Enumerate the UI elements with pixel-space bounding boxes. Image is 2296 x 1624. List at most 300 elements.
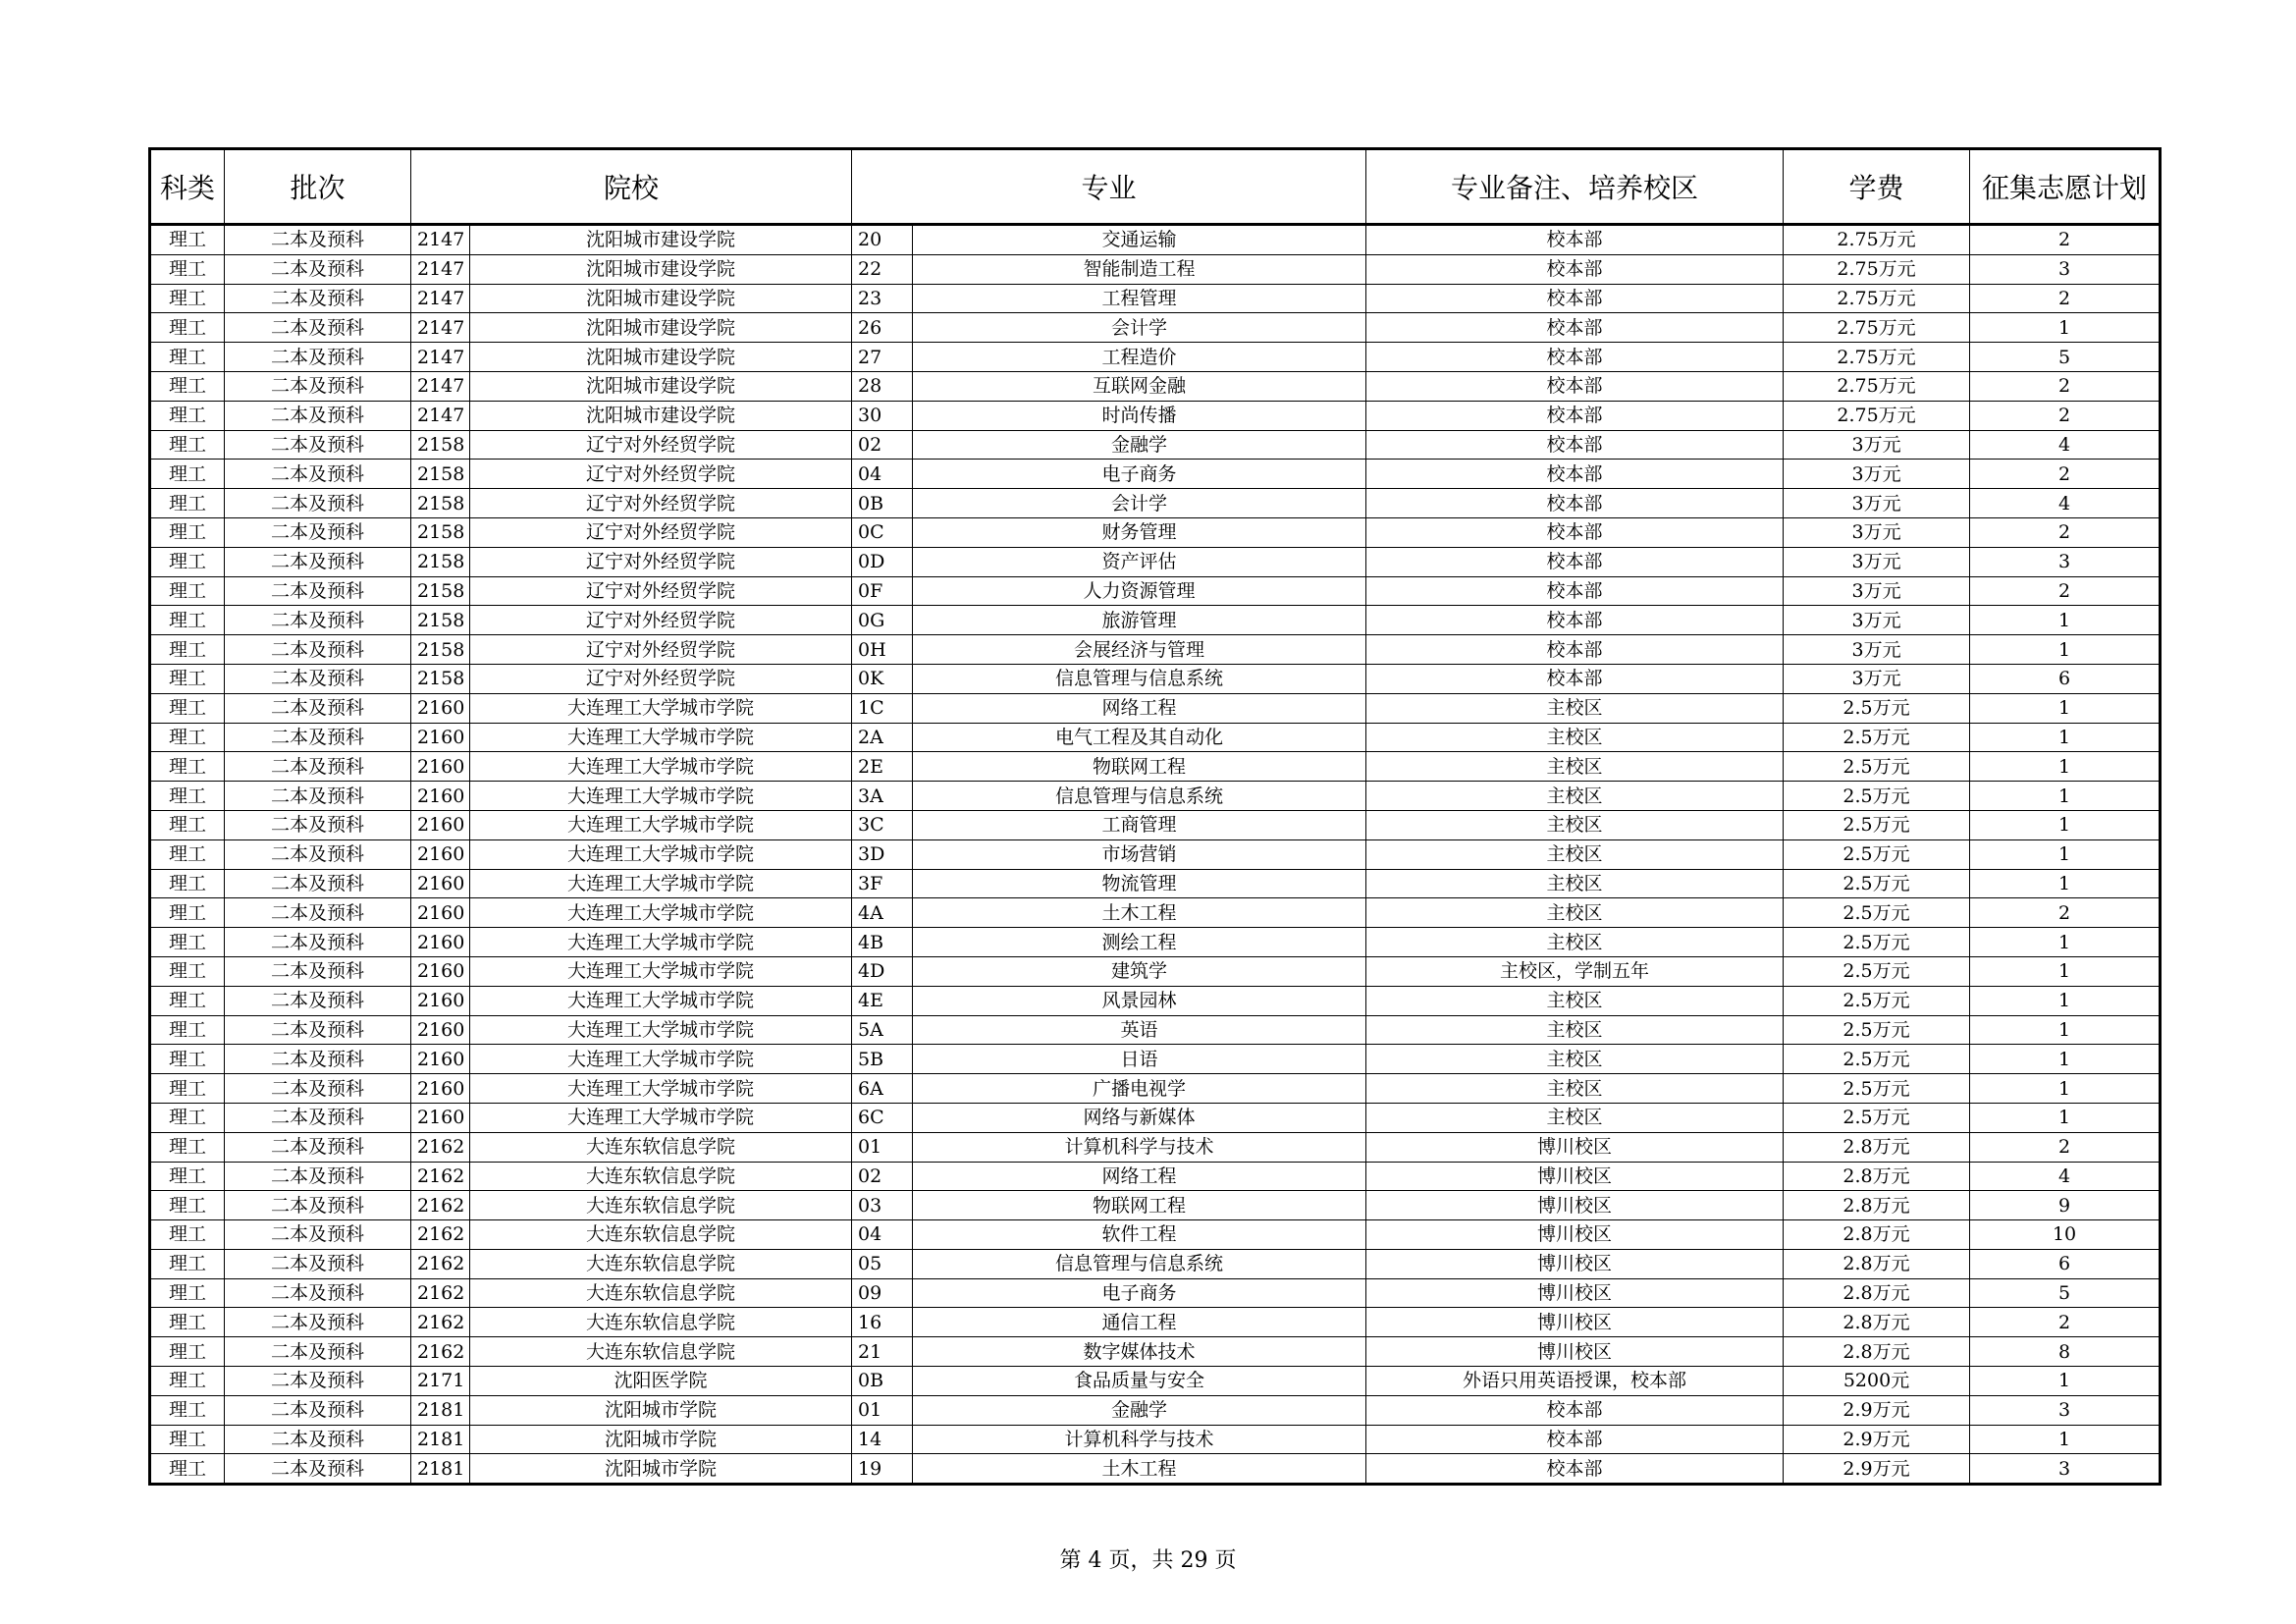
cell-major-code: 4A [852, 898, 913, 928]
cell-plan: 2 [1970, 225, 2161, 255]
cell-school-name: 大连理工大学城市学院 [470, 986, 852, 1015]
cell-major-name: 人力资源管理 [913, 576, 1366, 606]
cell-tuition: 3万元 [1784, 606, 1970, 635]
table-row [150, 810, 2161, 839]
cell-notes: 主校区 [1366, 1074, 1784, 1104]
cell-major-code: 2A [852, 723, 913, 752]
cell-batch: 二本及预科 [225, 782, 411, 811]
cell-tuition: 2.8万元 [1784, 1308, 1970, 1337]
table-row [150, 517, 2161, 547]
cell-tuition: 2.5万元 [1784, 782, 1970, 811]
cell-plan: 1 [1970, 1045, 2161, 1074]
cell-school-code: 2147 [411, 371, 470, 401]
cell-school-name: 辽宁对外经贸学院 [470, 517, 852, 547]
cell-category: 理工 [150, 1425, 225, 1454]
cell-category: 理工 [150, 489, 225, 518]
cell-tuition: 2.8万元 [1784, 1191, 1970, 1220]
cell-batch: 二本及预科 [225, 343, 411, 372]
cell-major-name: 信息管理与信息系统 [913, 1249, 1366, 1278]
table-row [150, 898, 2161, 928]
cell-batch: 二本及预科 [225, 752, 411, 782]
cell-major-code: 5B [852, 1045, 913, 1074]
cell-plan: 3 [1970, 254, 2161, 284]
cell-school-code: 2147 [411, 313, 470, 343]
cell-plan: 2 [1970, 1308, 2161, 1337]
cell-plan: 3 [1970, 547, 2161, 576]
cell-plan: 1 [1970, 1103, 2161, 1132]
cell-school-name: 大连东软信息学院 [470, 1278, 852, 1308]
cell-major-name: 通信工程 [913, 1308, 1366, 1337]
table-row [150, 1395, 2161, 1425]
cell-school-code: 2160 [411, 1045, 470, 1074]
cell-school-name: 沈阳城市建设学院 [470, 225, 852, 255]
cell-major-name: 旅游管理 [913, 606, 1366, 635]
cell-school-code: 2160 [411, 1074, 470, 1104]
table-row [150, 1278, 2161, 1308]
cell-major-code: 01 [852, 1395, 913, 1425]
cell-tuition: 3万元 [1784, 576, 1970, 606]
cell-notes: 校本部 [1366, 489, 1784, 518]
cell-notes: 校本部 [1366, 1425, 1784, 1454]
cell-tuition: 5200元 [1784, 1367, 1970, 1396]
table-row [150, 1103, 2161, 1132]
cell-batch: 二本及预科 [225, 254, 411, 284]
cell-notes: 校本部 [1366, 606, 1784, 635]
cell-major-code: 0D [852, 547, 913, 576]
cell-tuition: 2.5万元 [1784, 956, 1970, 986]
cell-notes: 博川校区 [1366, 1220, 1784, 1250]
cell-school-code: 2147 [411, 254, 470, 284]
cell-major-name: 会计学 [913, 313, 1366, 343]
cell-tuition: 3万元 [1784, 517, 1970, 547]
cell-school-code: 2162 [411, 1249, 470, 1278]
cell-plan: 6 [1970, 664, 2161, 693]
cell-school-name: 大连理工大学城市学院 [470, 752, 852, 782]
cell-category: 理工 [150, 1278, 225, 1308]
cell-plan: 2 [1970, 898, 2161, 928]
cell-school-code: 2162 [411, 1191, 470, 1220]
cell-major-code: 5A [852, 1015, 913, 1045]
cell-batch: 二本及预科 [225, 1454, 411, 1485]
table-body [150, 225, 2161, 1485]
cell-major-code: 02 [852, 1162, 913, 1191]
table-row [150, 1162, 2161, 1191]
cell-batch: 二本及预科 [225, 371, 411, 401]
cell-tuition: 3万元 [1784, 430, 1970, 460]
table-row [150, 1015, 2161, 1045]
cell-notes: 博川校区 [1366, 1191, 1784, 1220]
cell-major-name: 软件工程 [913, 1220, 1366, 1250]
table-row [150, 1308, 2161, 1337]
cell-batch: 二本及预科 [225, 1367, 411, 1396]
table-row [150, 869, 2161, 898]
cell-major-name: 网络工程 [913, 1162, 1366, 1191]
cell-school-name: 沈阳城市学院 [470, 1454, 852, 1485]
cell-major-name: 建筑学 [913, 956, 1366, 986]
table-row [150, 284, 2161, 313]
cell-major-name: 物联网工程 [913, 752, 1366, 782]
cell-plan: 2 [1970, 401, 2161, 430]
cell-school-name: 大连理工大学城市学院 [470, 869, 852, 898]
cell-notes: 校本部 [1366, 517, 1784, 547]
cell-notes: 校本部 [1366, 313, 1784, 343]
cell-school-code: 2162 [411, 1278, 470, 1308]
cell-major-code: 0B [852, 489, 913, 518]
table-row [150, 723, 2161, 752]
cell-batch: 二本及预科 [225, 839, 411, 869]
table-row [150, 693, 2161, 723]
cell-category: 理工 [150, 1045, 225, 1074]
cell-major-name: 网络工程 [913, 693, 1366, 723]
cell-plan: 1 [1970, 869, 2161, 898]
cell-notes: 主校区，学制五年 [1366, 956, 1784, 986]
cell-school-code: 2147 [411, 343, 470, 372]
cell-major-name: 风景园林 [913, 986, 1366, 1015]
cell-batch: 二本及预科 [225, 956, 411, 986]
cell-school-name: 辽宁对外经贸学院 [470, 635, 852, 665]
table-row [150, 928, 2161, 957]
cell-plan: 1 [1970, 928, 2161, 957]
cell-category: 理工 [150, 986, 225, 1015]
cell-category: 理工 [150, 1220, 225, 1250]
page-footer: 第 4 页，共 29 页 [1059, 1548, 1237, 1573]
cell-school-code: 2160 [411, 723, 470, 752]
cell-school-code: 2160 [411, 1103, 470, 1132]
cell-school-name: 大连理工大学城市学院 [470, 898, 852, 928]
cell-category: 理工 [150, 1074, 225, 1104]
cell-school-code: 2160 [411, 869, 470, 898]
cell-school-code: 2158 [411, 547, 470, 576]
cell-category: 理工 [150, 839, 225, 869]
cell-plan: 1 [1970, 1367, 2161, 1396]
cell-batch: 二本及预科 [225, 313, 411, 343]
cell-tuition: 2.75万元 [1784, 313, 1970, 343]
cell-batch: 二本及预科 [225, 986, 411, 1015]
cell-notes: 主校区 [1366, 782, 1784, 811]
cell-school-name: 沈阳城市建设学院 [470, 284, 852, 313]
cell-school-code: 2171 [411, 1367, 470, 1396]
cell-tuition: 2.5万元 [1784, 752, 1970, 782]
cell-plan: 4 [1970, 489, 2161, 518]
cell-school-name: 大连理工大学城市学院 [470, 723, 852, 752]
cell-notes: 主校区 [1366, 693, 1784, 723]
table-row [150, 1132, 2161, 1162]
cell-major-name: 工商管理 [913, 810, 1366, 839]
cell-major-code: 2E [852, 752, 913, 782]
cell-major-name: 电气工程及其自动化 [913, 723, 1366, 752]
table-row [150, 782, 2161, 811]
cell-tuition: 2.75万元 [1784, 401, 1970, 430]
cell-major-name: 工程造价 [913, 343, 1366, 372]
table-row [150, 460, 2161, 489]
cell-plan: 2 [1970, 460, 2161, 489]
cell-notes: 主校区 [1366, 752, 1784, 782]
cell-batch: 二本及预科 [225, 1191, 411, 1220]
cell-tuition: 3万元 [1784, 460, 1970, 489]
cell-notes: 主校区 [1366, 928, 1784, 957]
cell-major-name: 信息管理与信息系统 [913, 782, 1366, 811]
cell-category: 理工 [150, 1132, 225, 1162]
cell-notes: 主校区 [1366, 986, 1784, 1015]
cell-tuition: 3万元 [1784, 489, 1970, 518]
cell-tuition: 2.5万元 [1784, 986, 1970, 1015]
cell-tuition: 2.5万元 [1784, 1074, 1970, 1104]
cell-plan: 4 [1970, 1162, 2161, 1191]
cell-category: 理工 [150, 1015, 225, 1045]
table-row [150, 606, 2161, 635]
cell-plan: 4 [1970, 430, 2161, 460]
cell-major-code: 02 [852, 430, 913, 460]
cell-notes: 校本部 [1366, 343, 1784, 372]
cell-major-name: 电子商务 [913, 460, 1366, 489]
cell-major-name: 金融学 [913, 430, 1366, 460]
cell-plan: 9 [1970, 1191, 2161, 1220]
cell-major-code: 3F [852, 869, 913, 898]
cell-tuition: 3万元 [1784, 664, 1970, 693]
cell-major-name: 网络与新媒体 [913, 1103, 1366, 1132]
cell-batch: 二本及预科 [225, 1308, 411, 1337]
cell-batch: 二本及预科 [225, 284, 411, 313]
cell-batch: 二本及预科 [225, 1015, 411, 1045]
cell-major-code: 22 [852, 254, 913, 284]
cell-school-name: 沈阳城市建设学院 [470, 313, 852, 343]
table-row [150, 254, 2161, 284]
cell-notes: 校本部 [1366, 225, 1784, 255]
cell-category: 理工 [150, 606, 225, 635]
cell-school-name: 大连东软信息学院 [470, 1308, 852, 1337]
cell-major-code: 1C [852, 693, 913, 723]
cell-school-code: 2158 [411, 635, 470, 665]
cell-tuition: 2.8万元 [1784, 1337, 1970, 1367]
cell-major-code: 26 [852, 313, 913, 343]
cell-school-code: 2158 [411, 606, 470, 635]
cell-notes: 主校区 [1366, 1045, 1784, 1074]
cell-school-name: 大连东软信息学院 [470, 1132, 852, 1162]
cell-tuition: 2.5万元 [1784, 928, 1970, 957]
cell-school-name: 大连理工大学城市学院 [470, 810, 852, 839]
cell-tuition: 2.8万元 [1784, 1132, 1970, 1162]
cell-notes: 外语只用英语授课，校本部 [1366, 1367, 1784, 1396]
cell-batch: 二本及预科 [225, 576, 411, 606]
cell-school-name: 沈阳城市建设学院 [470, 371, 852, 401]
cell-notes: 主校区 [1366, 869, 1784, 898]
cell-category: 理工 [150, 547, 225, 576]
cell-major-name: 计算机科学与技术 [913, 1425, 1366, 1454]
header-batch: 批次 [225, 149, 411, 225]
cell-major-code: 0B [852, 1367, 913, 1396]
cell-tuition: 2.9万元 [1784, 1454, 1970, 1485]
cell-major-code: 19 [852, 1454, 913, 1485]
cell-major-name: 市场营销 [913, 839, 1366, 869]
cell-major-name: 英语 [913, 1015, 1366, 1045]
admissions-table [148, 147, 2162, 1486]
cell-notes: 校本部 [1366, 635, 1784, 665]
cell-major-code: 28 [852, 371, 913, 401]
cell-tuition: 2.5万元 [1784, 898, 1970, 928]
cell-major-code: 0G [852, 606, 913, 635]
cell-category: 理工 [150, 782, 225, 811]
cell-notes: 校本部 [1366, 664, 1784, 693]
cell-school-name: 辽宁对外经贸学院 [470, 460, 852, 489]
cell-major-name: 电子商务 [913, 1278, 1366, 1308]
cell-notes: 主校区 [1366, 810, 1784, 839]
cell-category: 理工 [150, 1103, 225, 1132]
cell-tuition: 2.75万元 [1784, 343, 1970, 372]
cell-tuition: 2.5万元 [1784, 810, 1970, 839]
cell-plan: 3 [1970, 1395, 2161, 1425]
cell-plan: 1 [1970, 839, 2161, 869]
cell-plan: 2 [1970, 517, 2161, 547]
cell-school-code: 2181 [411, 1454, 470, 1485]
cell-school-name: 大连理工大学城市学院 [470, 782, 852, 811]
cell-major-name: 财务管理 [913, 517, 1366, 547]
cell-notes: 校本部 [1366, 1454, 1784, 1485]
header-plan: 征集志愿计划 [1970, 149, 2161, 225]
cell-category: 理工 [150, 898, 225, 928]
cell-batch: 二本及预科 [225, 430, 411, 460]
cell-notes: 主校区 [1366, 898, 1784, 928]
cell-school-code: 2158 [411, 430, 470, 460]
table-row [150, 1220, 2161, 1250]
header-notes: 专业备注、培养校区 [1366, 149, 1784, 225]
header-major: 专业 [852, 149, 1366, 225]
cell-tuition: 2.9万元 [1784, 1425, 1970, 1454]
cell-tuition: 2.8万元 [1784, 1162, 1970, 1191]
cell-batch: 二本及预科 [225, 401, 411, 430]
cell-school-name: 大连东软信息学院 [470, 1337, 852, 1367]
cell-plan: 1 [1970, 810, 2161, 839]
cell-major-code: 0H [852, 635, 913, 665]
cell-major-name: 数字媒体技术 [913, 1337, 1366, 1367]
cell-major-code: 04 [852, 460, 913, 489]
cell-major-code: 04 [852, 1220, 913, 1250]
cell-school-name: 大连理工大学城市学院 [470, 693, 852, 723]
cell-tuition: 2.75万元 [1784, 225, 1970, 255]
cell-plan: 2 [1970, 284, 2161, 313]
cell-plan: 1 [1970, 693, 2161, 723]
cell-school-code: 2181 [411, 1395, 470, 1425]
cell-notes: 校本部 [1366, 460, 1784, 489]
cell-school-name: 大连理工大学城市学院 [470, 839, 852, 869]
cell-category: 理工 [150, 225, 225, 255]
cell-school-name: 沈阳城市学院 [470, 1395, 852, 1425]
cell-tuition: 3万元 [1784, 635, 1970, 665]
table-row [150, 371, 2161, 401]
cell-tuition: 2.9万元 [1784, 1395, 1970, 1425]
cell-plan: 2 [1970, 371, 2161, 401]
cell-notes: 博川校区 [1366, 1337, 1784, 1367]
cell-plan: 1 [1970, 1074, 2161, 1104]
cell-major-name: 时尚传播 [913, 401, 1366, 430]
cell-major-code: 01 [852, 1132, 913, 1162]
cell-plan: 3 [1970, 1454, 2161, 1485]
cell-batch: 二本及预科 [225, 1132, 411, 1162]
cell-school-name: 辽宁对外经贸学院 [470, 489, 852, 518]
cell-major-code: 4D [852, 956, 913, 986]
cell-batch: 二本及预科 [225, 547, 411, 576]
cell-major-code: 6C [852, 1103, 913, 1132]
cell-notes: 校本部 [1366, 547, 1784, 576]
cell-school-code: 2160 [411, 956, 470, 986]
table-row [150, 430, 2161, 460]
cell-batch: 二本及预科 [225, 1045, 411, 1074]
cell-major-code: 3D [852, 839, 913, 869]
table-row [150, 664, 2161, 693]
cell-tuition: 2.8万元 [1784, 1220, 1970, 1250]
cell-category: 理工 [150, 928, 225, 957]
cell-plan: 5 [1970, 343, 2161, 372]
cell-batch: 二本及预科 [225, 928, 411, 957]
cell-major-name: 物流管理 [913, 869, 1366, 898]
cell-category: 理工 [150, 635, 225, 665]
cell-plan: 1 [1970, 723, 2161, 752]
table-row [150, 752, 2161, 782]
table-row [150, 1191, 2161, 1220]
cell-major-name: 互联网金融 [913, 371, 1366, 401]
cell-major-name: 信息管理与信息系统 [913, 664, 1366, 693]
table-row [150, 401, 2161, 430]
cell-tuition: 2.8万元 [1784, 1278, 1970, 1308]
cell-school-name: 大连理工大学城市学院 [470, 928, 852, 957]
cell-plan: 1 [1970, 956, 2161, 986]
cell-tuition: 2.75万元 [1784, 371, 1970, 401]
cell-major-name: 食品质量与安全 [913, 1367, 1366, 1396]
cell-major-name: 资产评估 [913, 547, 1366, 576]
cell-major-name: 会计学 [913, 489, 1366, 518]
cell-major-code: 0F [852, 576, 913, 606]
cell-major-name: 土木工程 [913, 1454, 1366, 1485]
cell-plan: 2 [1970, 1132, 2161, 1162]
cell-school-code: 2181 [411, 1425, 470, 1454]
cell-category: 理工 [150, 313, 225, 343]
cell-school-code: 2162 [411, 1162, 470, 1191]
cell-batch: 二本及预科 [225, 723, 411, 752]
cell-major-code: 30 [852, 401, 913, 430]
cell-major-name: 测绘工程 [913, 928, 1366, 957]
cell-school-name: 大连东软信息学院 [470, 1191, 852, 1220]
header-tuition: 学费 [1784, 149, 1970, 225]
cell-major-code: 0C [852, 517, 913, 547]
cell-school-name: 大连理工大学城市学院 [470, 1045, 852, 1074]
cell-notes: 博川校区 [1366, 1132, 1784, 1162]
cell-notes: 校本部 [1366, 1395, 1784, 1425]
cell-school-name: 大连理工大学城市学院 [470, 956, 852, 986]
cell-tuition: 2.5万元 [1784, 723, 1970, 752]
cell-batch: 二本及预科 [225, 869, 411, 898]
cell-batch: 二本及预科 [225, 898, 411, 928]
cell-category: 理工 [150, 284, 225, 313]
cell-batch: 二本及预科 [225, 225, 411, 255]
cell-school-name: 沈阳医学院 [470, 1367, 852, 1396]
cell-category: 理工 [150, 430, 225, 460]
cell-major-name: 广播电视学 [913, 1074, 1366, 1104]
cell-batch: 二本及预科 [225, 1395, 411, 1425]
cell-school-code: 2160 [411, 839, 470, 869]
cell-major-code: 09 [852, 1278, 913, 1308]
cell-category: 理工 [150, 869, 225, 898]
cell-school-code: 2160 [411, 898, 470, 928]
cell-major-code: 3A [852, 782, 913, 811]
cell-plan: 1 [1970, 313, 2161, 343]
table-row [150, 313, 2161, 343]
cell-batch: 二本及预科 [225, 460, 411, 489]
cell-school-code: 2147 [411, 225, 470, 255]
cell-school-name: 辽宁对外经贸学院 [470, 664, 852, 693]
cell-school-name: 大连东软信息学院 [470, 1249, 852, 1278]
cell-school-code: 2160 [411, 1015, 470, 1045]
cell-school-name: 辽宁对外经贸学院 [470, 430, 852, 460]
cell-major-code: 4E [852, 986, 913, 1015]
